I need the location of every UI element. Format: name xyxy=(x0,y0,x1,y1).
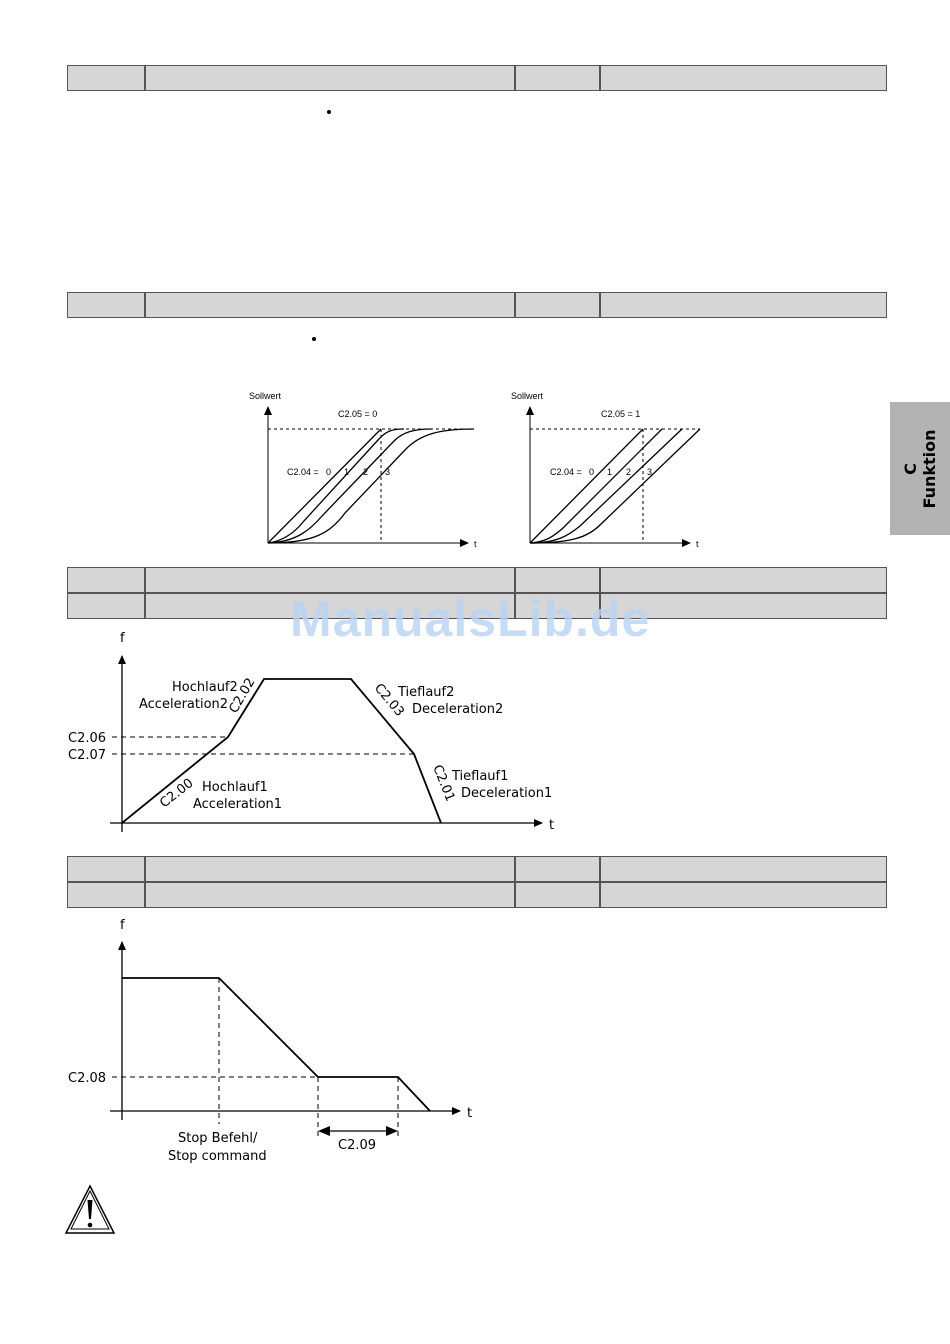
fig1-left-xlabel: t xyxy=(474,539,477,549)
fig2-acc1-en: Acceleration1 xyxy=(193,797,283,812)
fig2-ylabel: f xyxy=(120,631,125,646)
fig2-param-c202: C2.02 xyxy=(226,675,259,716)
fig3-ylabel: f xyxy=(120,918,125,933)
fig1-right-ylabel: Sollwert xyxy=(511,391,544,401)
fig3-stop-de: Stop Befehl/ xyxy=(178,1131,258,1146)
fig1-left-curve-1 xyxy=(268,429,404,543)
fig1-left-val-3: 3 xyxy=(385,467,391,477)
fig2-dec2-en: Deceleration2 xyxy=(412,702,504,717)
fig2-level-c206: C2.06 xyxy=(68,731,107,746)
fig1-left-val-1: 1 xyxy=(344,467,350,477)
fig1-left-val-2: 2 xyxy=(363,467,369,477)
fig2-ramp-diagram xyxy=(68,631,554,833)
fig1-right-val-2: 2 xyxy=(626,467,632,477)
fig3-stop-diagram xyxy=(68,918,472,1164)
fig1-right-curve-1 xyxy=(530,429,662,543)
fig1-right-curve-label: C2.04 = xyxy=(550,467,582,477)
warning-triangle-icon xyxy=(66,1186,114,1233)
fig1-right-val-0: 0 xyxy=(589,467,595,477)
fig2-dec2-de: Tieflauf2 xyxy=(398,685,455,700)
fig2-param-c203: C2.03 xyxy=(370,680,407,720)
fig1-left-curve-2 xyxy=(268,429,432,543)
fig1-left-title: C2.05 = 0 xyxy=(338,409,378,419)
watermark: ManualsLib.de xyxy=(290,591,651,647)
fig1-right-curve-3 xyxy=(530,429,700,543)
fig1-left-curve-label: C2.04 = xyxy=(287,467,319,477)
section-tab-label: Funktion xyxy=(920,428,939,509)
fig1-left-ylabel: Sollwert xyxy=(249,391,282,401)
fig2-acc1-de: Hochlauf1 xyxy=(202,780,268,795)
fig1-left-chart xyxy=(249,391,477,549)
fig2-acc2-de: Hochlauf2 xyxy=(172,680,238,695)
fig3-stop-en: Stop command xyxy=(168,1149,267,1164)
fig1-right-val-3: 3 xyxy=(647,467,653,477)
fig2-level-c207: C2.07 xyxy=(68,748,107,763)
fig2-dec1-de: Tieflauf1 xyxy=(452,769,509,784)
fig1-right-title: C2.05 = 1 xyxy=(601,409,641,419)
fig3-xlabel: t xyxy=(467,1106,473,1121)
fig1-right-val-1: 1 xyxy=(607,467,613,477)
fig3-level-c208: C2.08 xyxy=(68,1071,107,1086)
fig1-right-xlabel: t xyxy=(696,539,699,549)
fig2-xlabel: t xyxy=(549,818,555,833)
fig1-right-curve-2 xyxy=(530,429,682,543)
fig2-dec1-en: Deceleration1 xyxy=(461,786,553,801)
fig2-acc2-en: Acceleration2 xyxy=(139,697,229,712)
fig1-right-chart xyxy=(511,391,700,549)
fig1-left-curve-0 xyxy=(268,429,381,543)
fig3-duration-c209: C2.09 xyxy=(338,1138,377,1153)
fig1-right-curve-0 xyxy=(530,429,643,543)
fig2-param-c200: C2.00 xyxy=(157,775,197,812)
fig3-frequency-profile xyxy=(122,978,430,1111)
fig2-param-c201: C2.01 xyxy=(429,762,458,804)
section-tab-letter: C xyxy=(901,462,920,475)
fig1-left-val-0: 0 xyxy=(326,467,332,477)
